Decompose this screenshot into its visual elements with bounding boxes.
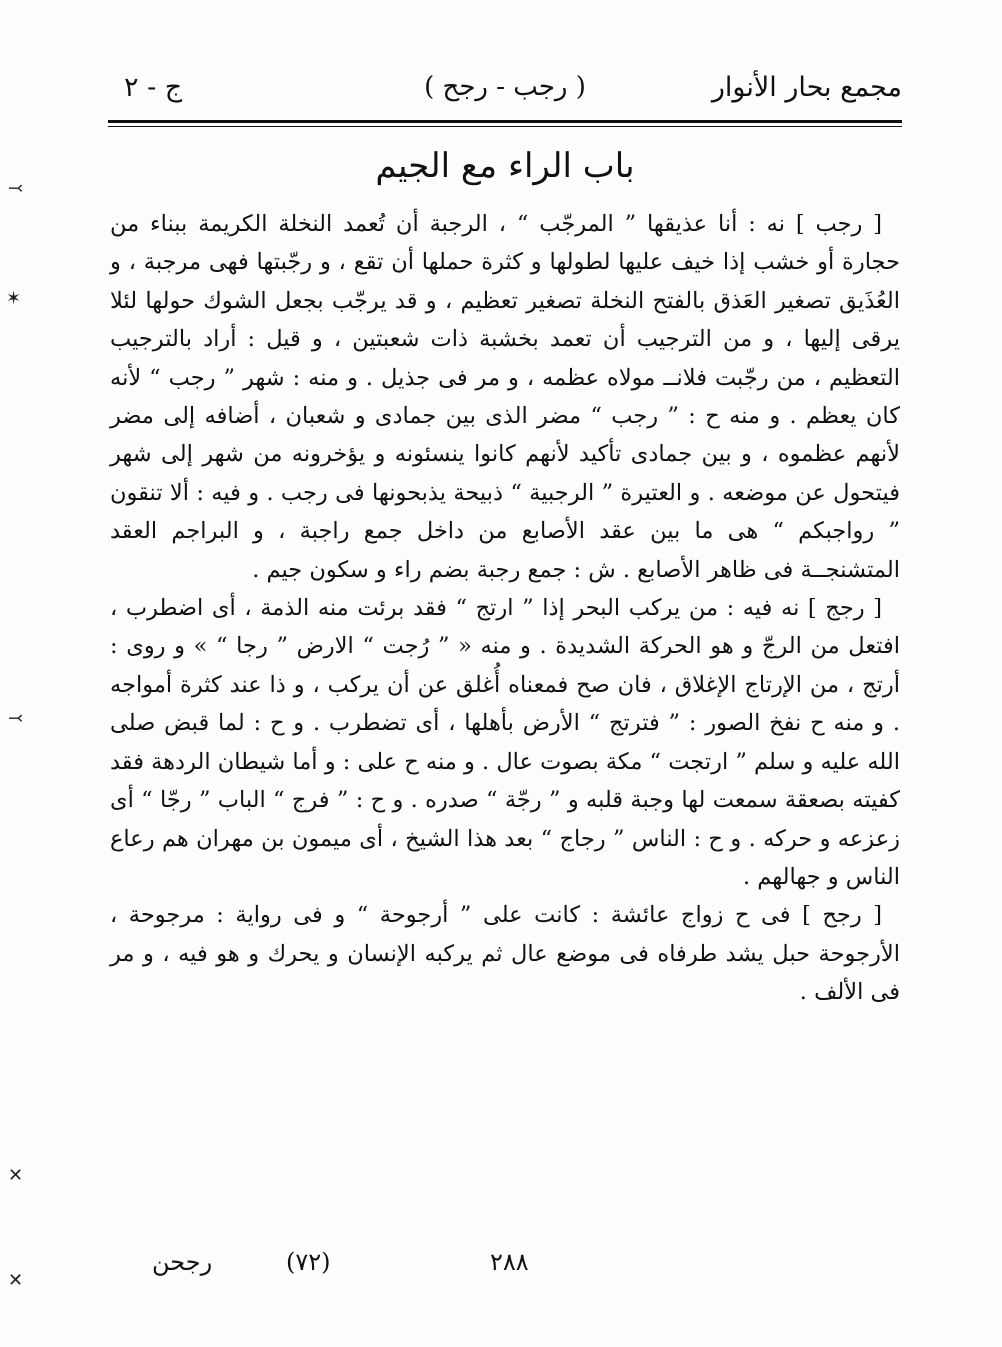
body-text: [110, 205, 900, 1012]
margin-mark: ⤙: [8, 178, 24, 199]
volume-label: ج - ٢: [124, 72, 183, 103]
book-title: مجمع بحار الأنوار: [711, 72, 902, 103]
entry-rajah: [ رجح ] فى ح زواج عائشة : كانت على ” أرجوحة “ و فى رواية : مرجوحة ، الأرجوحة حبل يشد طرفاه فى موضع عال ثم يركبه الإنسان و يحرك و هو فيه ، و مر فى الألف .: [110, 902, 900, 1006]
header-rule-thick: [108, 120, 902, 123]
signature-code: (٧٢): [286, 1248, 331, 1276]
chapter-title: باب الراء مع الجيم: [375, 146, 635, 186]
margin-mark: ✕: [8, 1270, 24, 1291]
header-rule-thin: [108, 126, 902, 127]
margin-mark: ✕: [8, 1165, 24, 1186]
catchword: رجحن: [152, 1248, 213, 1276]
margin-mark: ✶: [6, 288, 22, 309]
entry-rajab: [ رجب ] نه : أنا عذيقها ” المرجّب “ ، الرجبة أن تُعمد النخلة الكريمة ببناء من حجارة أو خشب إذا خيف عليها لطولها و كثرة حملها أن تقع ، و رجّبتها فهى مرجبة ، و العُذَيق تصغير العَذق بالفتح النخلة تصغير تعظيم ، و قد يرجّب بجعل الشوك حولها لئلا يرقى إليها ، و من الترجيب أن تعمد بخشبة ذات شعبتين ، و قيل : أراد بالترجيب التعظيم ، من رجّبت فلانــ مولاه عظمه ، و مر فى جذيل . و منه : شهر ” رجب “ لأنه كان يعظم . و منه ح : ” رجب “ مضر الذى بين جمادى و شعبان ، أضافه إلى مضر لأنهم عظموه ، و بين جمادى تأكيد لأنهم كانوا ينسئونه و يؤخرونه من شهر إلى شهر فيتحول عن موضعه . و العتيرة ” الرجبية “ ذبيحة يذبحونها فى رجب . و فيه : ألا تنقون ” رواجبكم “ هى ما بين عقد الأصابع من داخل جمع راجبة ، و البراجم العقد المتشنجــة فى ظاهر الأصابع . ش : جمع رجبة بضم راء و سكون جيم .: [110, 211, 900, 583]
margin-mark: ⤙: [8, 708, 24, 729]
entry-rajaj: [ رجج ] نه فيه : من يركب البحر إذا ” ارتج “ فقد برئت منه الذمة ، أى اضطرب ، افتعل من الرجّ و هو الحركة الشديدة . و منه « ” رُجت “ الارض ” رجا “ » و روى : أرتج ، من الإرتاج الإغلاق ، فان صح فمعناه أُغلق عن أن يركب ، و ذا عند كثرة أمواجه . و منه ح نفخ الصور : ” فترتج “ الأرض بأهلها ، أى تضطرب . و ح : لما قبض صلى الله عليه و سلم ” ارتجت “ مكة بصوت عال . و منه ح على : و أما شيطان الردهة فقد كفيته بصعقة سمعت لها وجبة قلبه و ” رجّة “ صدره . و ح : ” فرج “ الباب ” رجّا “ أى زعزعه و حركه . و ح : الناس ” رجاج “ بعد هذا الشيخ ، أى ميمون بن مهران هم رعاع الناس و جهالهم .: [110, 595, 900, 890]
page-footer: [100, 1248, 660, 1288]
running-header: [108, 70, 902, 120]
section-label: ( رجب - رجح ): [424, 72, 586, 102]
page-number: ٢٨٨: [490, 1248, 529, 1276]
